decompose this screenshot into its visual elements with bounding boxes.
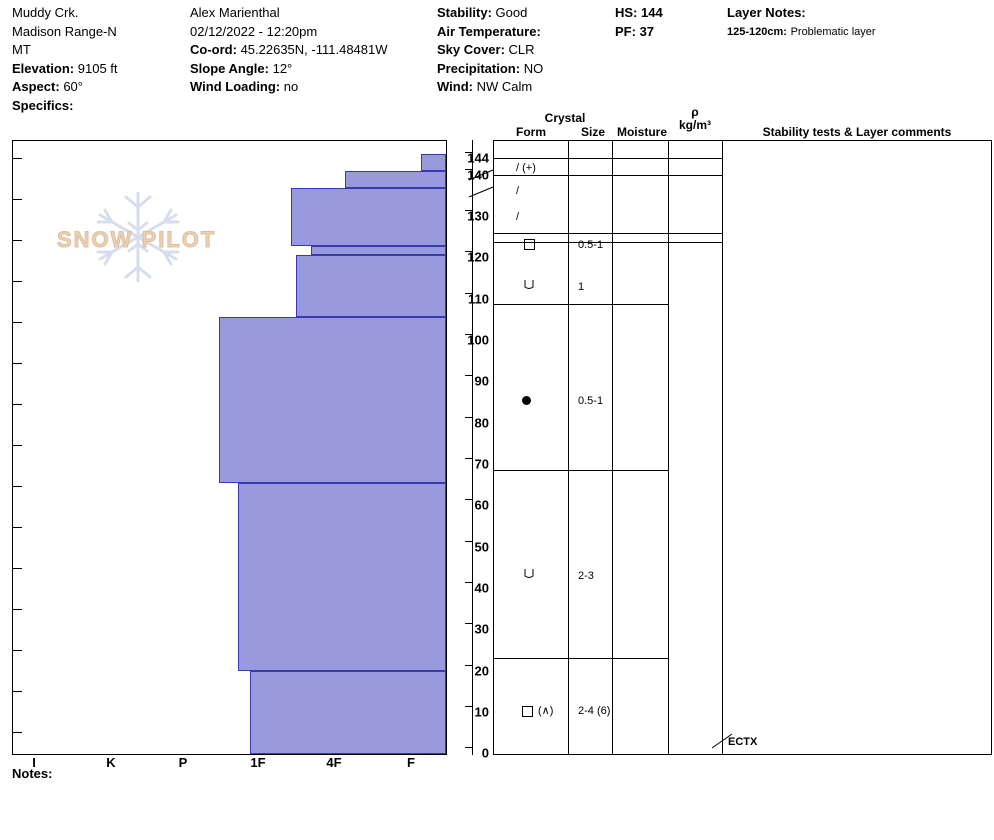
col-sep-density <box>722 141 723 754</box>
depth-label: 30 <box>474 621 489 637</box>
layer-bar <box>296 255 446 317</box>
slope-angle-value: 12° <box>272 60 293 76</box>
pf-value: 37 <box>639 23 655 39</box>
rho-symbol: ρ <box>691 105 699 119</box>
coordinates-value: 45.22635N, -111.48481W <box>240 42 388 57</box>
layer-boundary <box>494 175 722 176</box>
crystal-form-header: Form <box>516 125 546 139</box>
stability-field <box>437 4 612 23</box>
header-column-weather <box>437 4 612 97</box>
range-name: Madison Range-N <box>12 23 117 39</box>
grain-form-cell: / (+) <box>516 162 536 174</box>
layer-bar <box>238 483 446 671</box>
layer-bar <box>250 671 446 754</box>
sky-cover-field <box>437 41 612 60</box>
layer-bar <box>345 171 446 188</box>
depth-label: 90 <box>474 373 489 389</box>
precipitation-field <box>437 60 612 79</box>
wind-loading-value: no <box>283 79 299 94</box>
pf-field <box>615 23 725 42</box>
depth-label: 20 <box>474 663 489 679</box>
grain-form-square-icon <box>522 706 533 717</box>
grain-size-cell: 0.5-1 <box>578 395 604 407</box>
stability-test-label: ECTX <box>728 736 758 748</box>
wind-label: Wind: <box>437 79 473 94</box>
density-column-header <box>667 106 723 132</box>
aspect-label: Aspect: <box>12 79 60 94</box>
hardness-label-p: P <box>178 755 188 770</box>
hardness-label-4f: 4F <box>326 755 342 770</box>
depth-label: 70 <box>474 456 489 472</box>
wind-value: NW Calm <box>476 79 533 94</box>
hardness-label-1f: 1F <box>250 755 266 770</box>
depth-label: 60 <box>474 497 489 513</box>
grain-form-cup-icon <box>523 567 535 582</box>
crystal-header: Crystal <box>544 111 586 125</box>
grain-form-cup-icon <box>523 278 535 293</box>
grain-form-square-icon <box>524 239 535 250</box>
grain-form-dot-icon <box>522 396 531 405</box>
precipitation-label: Precipitation: <box>437 60 521 76</box>
specifics-label: Specifics: <box>12 97 74 113</box>
hardness-label-i: I <box>32 755 36 770</box>
layer-note-item <box>727 23 992 40</box>
wind-field <box>437 78 612 97</box>
layer-bar <box>291 188 446 246</box>
depth-label: 110 <box>468 291 489 307</box>
layer-boundary <box>494 158 722 159</box>
depth-label: 130 <box>467 208 489 224</box>
hardness-label-f: F <box>407 755 415 770</box>
depth-label: 80 <box>474 415 489 431</box>
hardness-profile-plot <box>12 140 447 755</box>
air-temperature-field <box>437 23 612 42</box>
observation-datetime: 02/12/2022 - 12:20pm <box>190 23 318 39</box>
grain-form-cell: / <box>516 185 520 197</box>
layer-boundary <box>494 470 668 471</box>
elevation-label: Elevation: <box>12 60 75 76</box>
state-name: MT <box>12 42 31 57</box>
layer-bar <box>219 317 446 483</box>
hardness-label-k: K <box>106 755 116 770</box>
slope-angle-label: Slope Angle: <box>190 60 269 76</box>
header-column-layer-notes <box>727 4 992 40</box>
depth-axis-line <box>472 140 473 755</box>
moisture-header: Moisture <box>616 125 667 139</box>
header-column-totals <box>615 4 725 41</box>
elevation-value: 9105 ft <box>77 60 118 76</box>
grain-form-secondary: (∧) <box>538 705 554 717</box>
coordinates-label: Co-ord: <box>190 42 237 57</box>
crystal-size-header: Size <box>580 125 605 139</box>
layer-note-text: Problematic layer <box>790 25 876 38</box>
pf-label: PF: <box>615 23 636 39</box>
depth-label: 100 <box>467 332 489 348</box>
coordinates-field <box>190 41 435 60</box>
air-temperature-label: Air Temperature: <box>437 23 541 39</box>
layer-note-range: 125-120cm: <box>727 25 787 38</box>
depth-label: 40 <box>474 580 489 596</box>
header <box>0 0 994 118</box>
hardness-bars <box>13 141 446 754</box>
aspect-field <box>12 78 187 97</box>
slope-angle-field <box>190 60 435 79</box>
grain-size-cell: 2-3 <box>578 570 594 582</box>
layer-bar <box>421 154 446 171</box>
sky-cover-value: CLR <box>508 42 535 57</box>
stability-tests-header: Stability tests & Layer comments <box>762 125 952 139</box>
depth-axis <box>447 140 493 761</box>
aspect-value: 60° <box>63 79 83 94</box>
elevation-field <box>12 60 187 79</box>
stability-value: Good <box>495 5 528 20</box>
precipitation-value: NO <box>523 60 544 76</box>
layer-boundary <box>494 304 668 305</box>
sky-cover-label: Sky Cover: <box>437 42 505 57</box>
wind-loading-field <box>190 78 435 97</box>
depth-label: 50 <box>474 539 489 555</box>
depth-label: 10 <box>474 704 489 720</box>
wind-loading-label: Wind Loading: <box>190 79 281 94</box>
notes-label: Notes: <box>12 766 53 781</box>
hs-field <box>615 4 725 23</box>
layer-boundary <box>494 658 668 659</box>
grain-size-cell: 1 <box>578 281 585 293</box>
grain-size-cell: 0.5-1 <box>578 239 604 251</box>
svg-text:SNOW PILOT: SNOW PILOT <box>57 227 217 252</box>
layer-connector-lines <box>447 140 520 220</box>
header-column-observer <box>190 4 435 97</box>
layer-bar <box>311 246 446 255</box>
depth-label: 144 <box>467 150 489 166</box>
grain-size-cell: 2-4 (6) <box>578 705 611 717</box>
layer-notes-title: Layer Notes: <box>727 5 806 20</box>
observer-name: Alex Marienthal <box>190 5 280 20</box>
rho-units: kg/m³ <box>678 118 711 132</box>
specifics-field <box>12 97 187 116</box>
depth-label: 0 <box>481 745 489 761</box>
header-column-location <box>12 4 187 115</box>
stability-label: Stability: <box>437 5 492 20</box>
layer-boundary <box>494 233 722 234</box>
depth-label: 120 <box>467 249 489 265</box>
site-name: Muddy Crk. <box>12 5 79 20</box>
hs-value: 144 <box>641 5 663 20</box>
grain-form-cell: / <box>516 211 520 223</box>
layer-table <box>493 140 992 755</box>
depth-label: 140 <box>467 167 489 183</box>
hs-label: HS: <box>615 5 638 20</box>
hardness-scale <box>12 755 447 771</box>
